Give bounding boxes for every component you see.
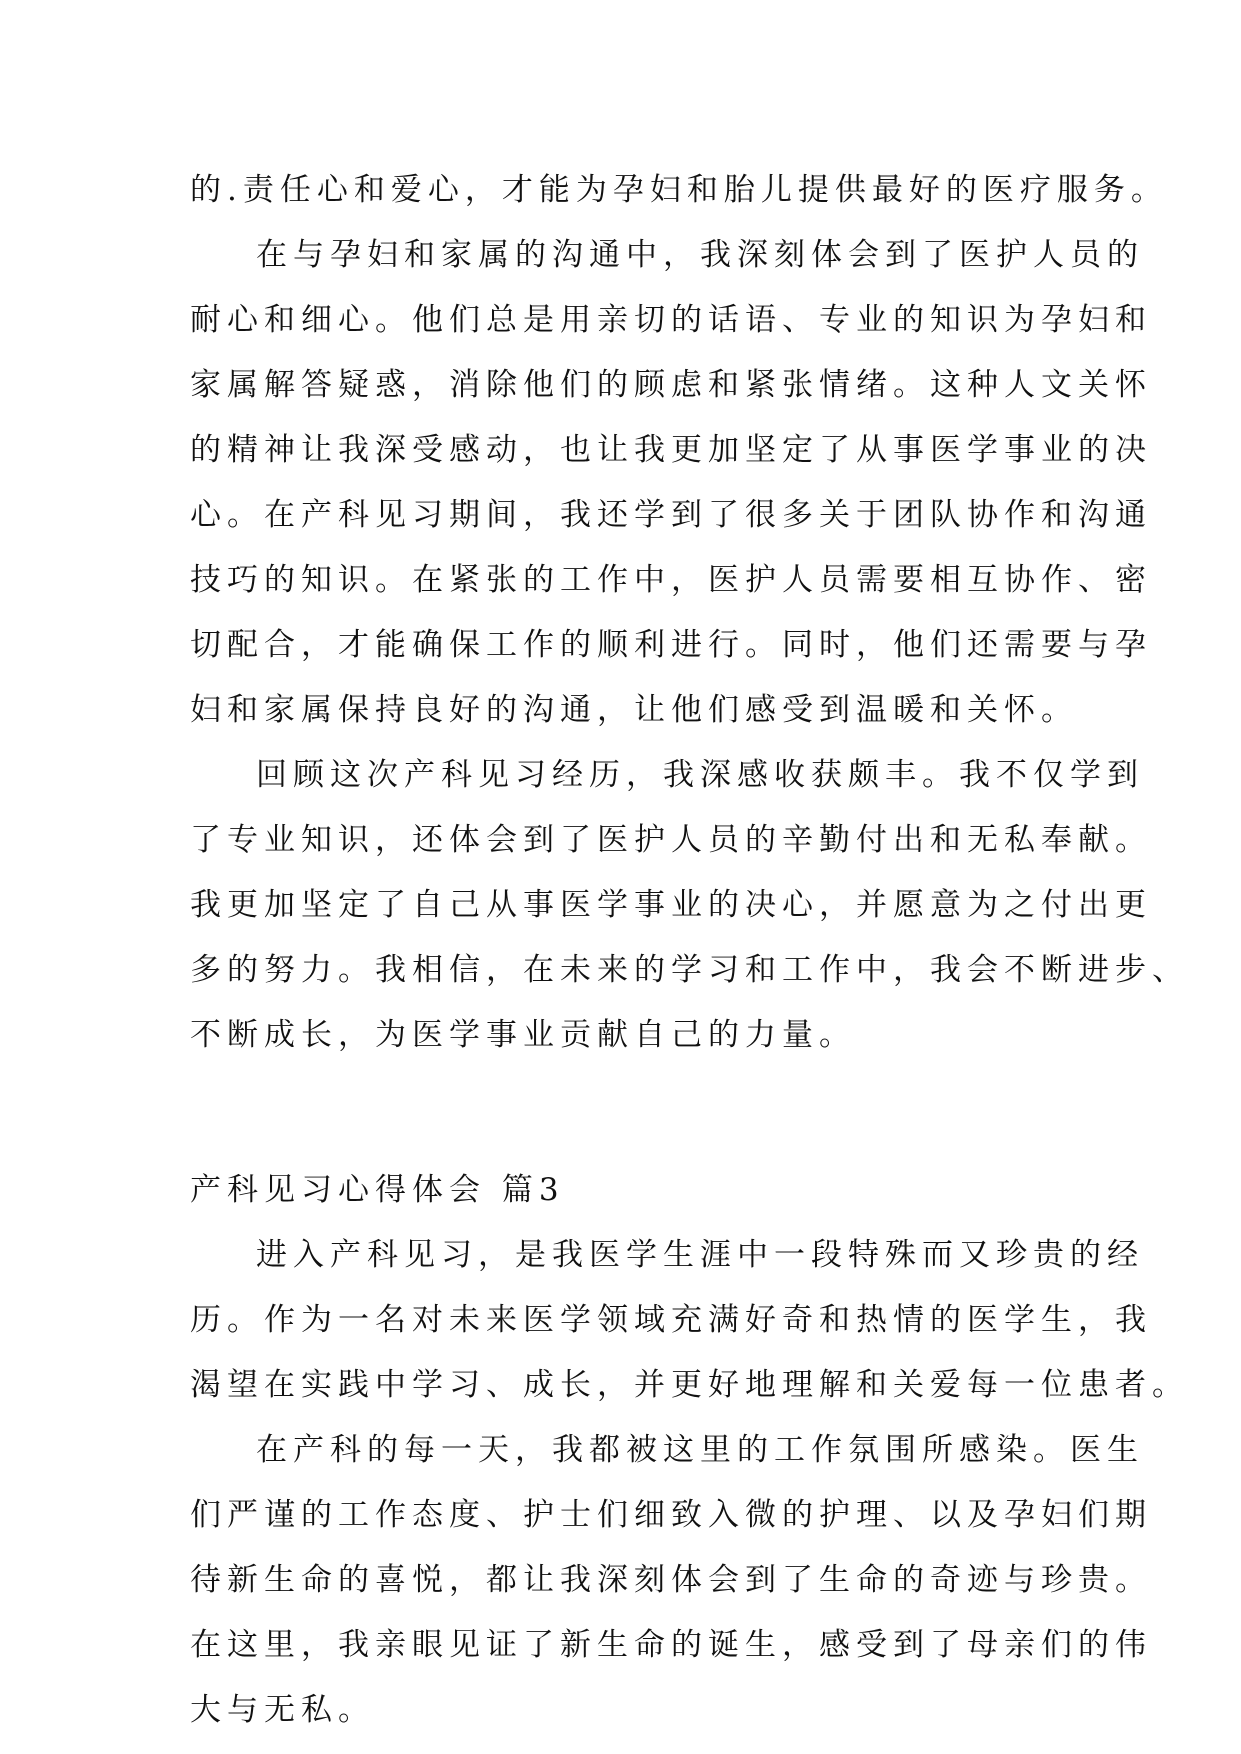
text-line: 们严谨的工作态度、护士们细致入微的护理、以及孕妇们期: [190, 1497, 1152, 1533]
text-line: 在这里，我亲眼见证了新生命的诞生，感受到了母亲们的伟: [190, 1627, 1152, 1663]
text-line: 的.责任心和爱心，才能为孕妇和胎儿提供最好的医疗服务。: [190, 172, 1168, 208]
text-line: 多的努力。我相信，在未来的学习和工作中，我会不断进步、: [190, 952, 1189, 988]
text-line: 我更加坚定了自己从事医学事业的决心，并愿意为之付出更: [190, 887, 1152, 923]
text-line: 妇和家属保持良好的沟通，让他们感受到温暖和关怀。: [190, 692, 1078, 728]
text-line: 技巧的知识。在紧张的工作中，医护人员需要相互协作、密: [190, 562, 1152, 598]
text-line: 进入产科见习，是我医学生涯中一段特殊而又珍贵的经: [256, 1237, 1144, 1273]
text-line: 家属解答疑惑，消除他们的顾虑和紧张情绪。这种人文关怀: [190, 367, 1152, 403]
text-line: 切配合，才能确保工作的顺利进行。同时，他们还需要与孕: [190, 627, 1152, 663]
section-heading: 产科见习心得体会 篇3: [190, 1172, 565, 1208]
text-line: 待新生命的喜悦，都让我深刻体会到了生命的奇迹与珍贵。: [190, 1562, 1152, 1598]
text-line: 大与无私。: [190, 1692, 375, 1728]
text-line: 了专业知识，还体会到了医护人员的辛勤付出和无私奉献。: [190, 822, 1152, 858]
text-line: 在与孕妇和家属的沟通中，我深刻体会到了医护人员的: [256, 237, 1144, 273]
text-line: 回顾这次产科见习经历，我深感收获颇丰。我不仅学到: [256, 757, 1144, 793]
text-line: 的精神让我深受感动，也让我更加坚定了从事医学事业的决: [190, 432, 1152, 468]
text-line: 历。作为一名对未来医学领域充满好奇和热情的医学生，我: [190, 1302, 1152, 1338]
text-line: 不断成长，为医学事业贡献自己的力量。: [190, 1017, 856, 1053]
text-line: 渴望在实践中学习、成长，并更好地理解和关爱每一位患者。: [190, 1367, 1189, 1403]
text-line: 在产科的每一天，我都被这里的工作氛围所感染。医生: [256, 1432, 1144, 1468]
text-line: 心。在产科见习期间，我还学到了很多关于团队协作和沟通: [190, 497, 1152, 533]
section-gap: [190, 1068, 1070, 1158]
text-line: 耐心和细心。他们总是用亲切的话语、专业的知识为孕妇和: [190, 302, 1152, 338]
document-body: [190, 158, 1189, 1743]
